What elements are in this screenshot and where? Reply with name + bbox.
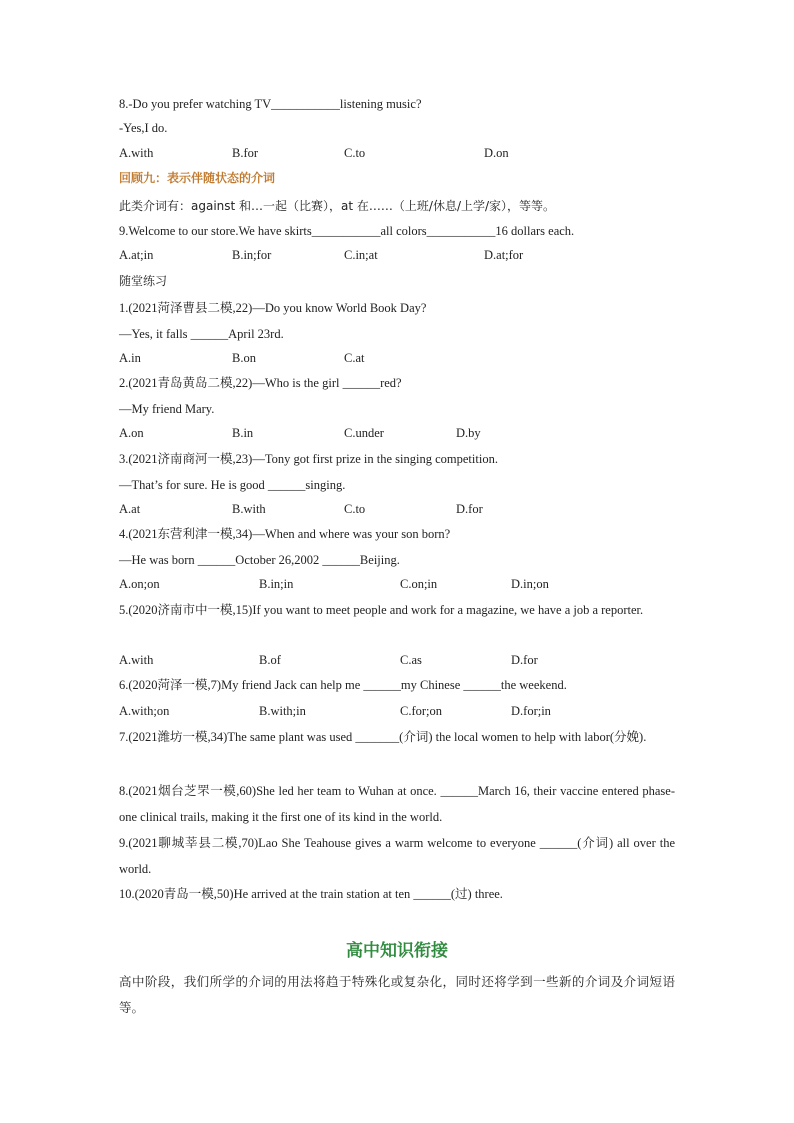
section-9-note: 此类介词有：against 和…一起（比赛），at 在……（上班/休息/上学/家），等等。 — [119, 199, 556, 213]
p4-option-a: A.on;on — [119, 577, 160, 591]
practice-2-stem: 2.(2021青岛黄岛二模,22)—Who is the girl ______red? — [119, 376, 402, 390]
p5-option-d: D.for — [511, 653, 538, 667]
p6-option-d: D.for;in — [511, 704, 551, 718]
p3-option-c: C.to — [344, 502, 366, 516]
p4-option-b: B.in;in — [259, 577, 294, 591]
question-8-stem: 8.-Do you prefer watching TV___________listening music? — [119, 97, 422, 111]
practice-4-stem: 4.(2021东营利津一模,34)—When and where was your son born? — [119, 527, 451, 541]
question-8-answer: -Yes,I do. — [119, 121, 168, 135]
p1-option-a: A.in — [119, 351, 141, 365]
question-9-stem: 9.Welcome to our store.We have skirts___________all colors___________16 dollars each. — [119, 224, 575, 238]
p6-option-c: C.for;on — [400, 704, 443, 718]
q8-option-b: B.for — [232, 146, 259, 160]
p4-option-c: C.on;in — [400, 577, 438, 591]
p6-option-a: A.with;on — [119, 704, 170, 718]
q8-option-c: C.to — [344, 146, 366, 160]
practice-heading: 随堂练习 — [119, 274, 168, 288]
practice-2-line2: —My friend Mary. — [119, 402, 215, 416]
q9-option-c: C.in;at — [344, 248, 378, 262]
p4-option-d: D.in;on — [511, 577, 549, 591]
p2-option-b: B.in — [232, 426, 254, 440]
practice-9-stem: 9.(2021聊城莘县二模,70)Lao She Teahouse gives a warm welcome to everyone ______(介词) all over the world. — [119, 836, 675, 876]
practice-5-stem: 5.(2020济南市中一模,15)If you want to meet people and work for a magazine, we have a job a reporter. — [119, 603, 644, 617]
p5-option-c: C.as — [400, 653, 422, 667]
q9-option-d: D.at;for — [484, 248, 524, 262]
p5-option-b: B.of — [259, 653, 281, 667]
bridge-paragraph: 高中阶段，我们所学的介词的用法将趋于特殊化或复杂化，同时还将学到一些新的介词及介词短语等。 — [119, 974, 675, 1015]
practice-4-line2: —He was born ______October 26,2002 ______Beijing. — [119, 553, 400, 567]
q9-option-a: A.at;in — [119, 248, 154, 262]
practice-1-stem: 1.(2021菏泽曹县二模,22)—Do you know World Book Day? — [119, 301, 427, 315]
practice-1-line2: —Yes, it falls ______April 23rd. — [119, 327, 284, 341]
bridge-title: 高中知识衔接 — [346, 941, 448, 961]
practice-8-stem: 8.(2021烟台芝罘一模,60)She led her team to Wuhan at once. ______March 16, their vaccine entered phase-one clinical trails, making it the first one of its kind in the world. — [119, 784, 675, 824]
practice-3-stem: 3.(2021济南商河一模,23)—Tony got first prize in the singing competition. — [119, 452, 498, 466]
practice-6-stem: 6.(2020菏泽一模,7)My friend Jack can help me ______my Chinese ______the weekend. — [119, 678, 567, 692]
q8-option-d: D.on — [484, 146, 509, 160]
practice-10-stem: 10.(2020青岛一模,50)He arrived at the train station at ten ______(过) three. — [119, 887, 503, 901]
p2-option-d: D.by — [456, 426, 481, 440]
p2-option-a: A.on — [119, 426, 144, 440]
p2-option-c: C.under — [344, 426, 384, 440]
q9-option-b: B.in;for — [232, 248, 272, 262]
p3-option-d: D.for — [456, 502, 483, 516]
q8-option-a: A.with — [119, 146, 154, 160]
p5-option-a: A.with — [119, 653, 154, 667]
p3-option-b: B.with — [232, 502, 266, 516]
practice-7-stem: 7.(2021潍坊一模,34)The same plant was used _______(介词) the local women to help with labor(分娩). — [119, 730, 647, 744]
p1-option-c: C.at — [344, 351, 365, 365]
p6-option-b: B.with;in — [259, 704, 306, 718]
section-9-title: 回顾九：表示伴随状态的介词 — [119, 171, 276, 185]
p3-option-a: A.at — [119, 502, 141, 516]
p1-option-b: B.on — [232, 351, 256, 365]
practice-3-line2: —That’s for sure. He is good ______singing. — [119, 478, 346, 492]
